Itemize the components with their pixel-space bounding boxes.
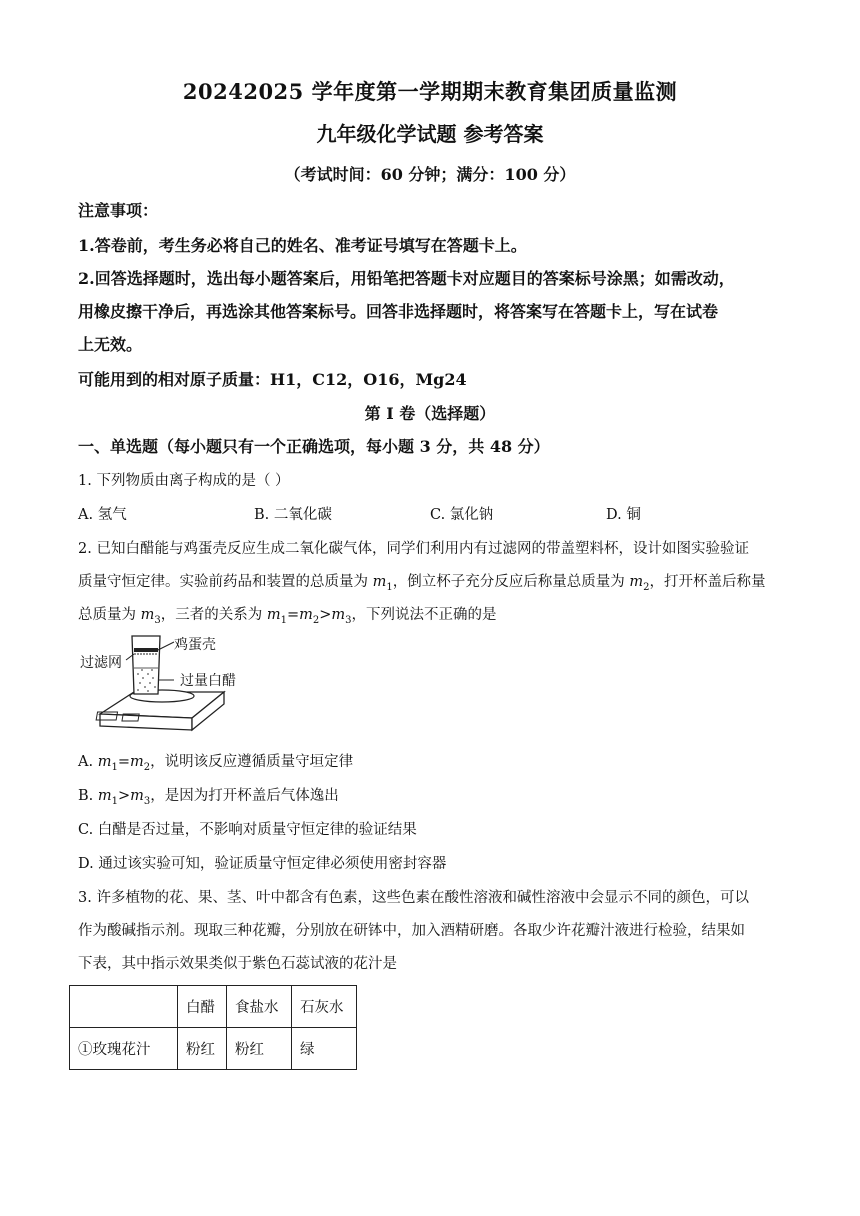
q2-option-d: D. 通过该实验可知，验证质量守恒定律必须使用密封容器 [78, 856, 447, 872]
table-header-row [70, 986, 357, 1028]
figure-label-vinegar: 过量白醋 [180, 673, 236, 689]
table-cell: 粉红 [178, 1028, 227, 1070]
table-header-cell: 食盐水 [227, 986, 292, 1028]
exam-info: （考试时间：60 分钟；满分：100 分） [284, 165, 576, 184]
q2-option-b: B. $m_1>m_3$，是因为打开杯盖后气体逸出 [78, 788, 339, 807]
q2-line-1: 2. 已知白醋能与鸡蛋壳反应生成二氧化碳气体，同学们利用内有过滤网的带盖塑料杯，设计如图实验验证 [78, 541, 749, 557]
note-item-2-line-3: 上无效。 [78, 335, 143, 354]
figure-label-egg-shell: 鸡蛋壳 [174, 637, 216, 653]
note-item-1: 1.答卷前，考生务必将自己的姓名、准考证号填写在答题卡上。 [78, 236, 527, 255]
table-cell: 粉红 [227, 1028, 292, 1070]
table-header-cell: 白醋 [178, 986, 227, 1028]
q1-option-a: A. 氢气 [78, 507, 127, 523]
q3-results-table [69, 985, 357, 1070]
q3-line-3: 下表，其中指示效果类似于紫色石蕊试液的花汁是 [78, 956, 397, 972]
page-subtitle: 九年级化学试题 参考答案 [316, 122, 544, 146]
q1-stem: 1. 下列物质由离子构成的是（ ） [78, 473, 290, 489]
q1-option-c: C. 氯化钠 [430, 507, 494, 523]
note-item-2-line-2: 用橡皮擦干净后，再选涂其他答案标号。回答非选择题时，将答案写在答题卡上，写在试卷 [78, 302, 719, 321]
q1-option-b: B. 二氧化碳 [254, 507, 332, 523]
part-title: 一、单选题（每小题只有一个正确选项，每小题 3 分，共 48 分） [78, 437, 550, 456]
notes-heading: 注意事项： [78, 201, 159, 220]
plastic-cup [132, 636, 160, 694]
egg-shell-layer [134, 648, 158, 652]
page-title: 20242025 学年度第一学期期末教育集团质量监测 [182, 79, 678, 104]
q3-line-1: 3. 许多植物的花、果、茎、叶中都含有色素，这些色素在酸性溶液和碱性溶液中会显示不同的颜色，可以 [78, 890, 749, 906]
note-item-2-line-1: 2.回答选择题时，选出每小题答案后，用铅笔把答题卡对应题目的答案标号涂黑；如需改动， [78, 269, 735, 288]
table-header-cell [70, 986, 178, 1028]
q2-option-a: A. $m_1=m_2$，说明该反应遵循质量守垣定律 [78, 754, 354, 773]
q2-balance-figure [78, 630, 268, 740]
q2-line-2: 质量守恒定律。实验前药品和装置的总质量为 $m_1$，倒立杯子充分反应后称量总质量为 $m_2$，打开杯盖后称量 [78, 574, 766, 593]
q2-option-c: C. 白醋是否过量，不影响对质量守恒定律的验证结果 [78, 822, 417, 838]
table-cell: 绿 [292, 1028, 357, 1070]
table-header-cell: 石灰水 [292, 986, 357, 1028]
table-cell: ①玫瑰花汁 [70, 1028, 178, 1070]
q2-line-3: 总质量为 $m_3$，三者的关系为 $m_1=m_2>m_3$，下列说法不正确的是 [78, 607, 497, 626]
atomic-masses: 可能用到的相对原子质量：H1，C12，O16，Mg24 [78, 370, 467, 389]
figure-label-filter: 过滤网 [80, 655, 122, 671]
q3-line-2: 作为酸碱指示剂。现取三种花瓣，分别放在研钵中，加入酒精研磨。各取少许花瓣汁液进行检验，结果如 [78, 923, 745, 939]
q1-option-d: D. 铜 [606, 507, 641, 523]
volume-title: 第 I 卷（选择题） [364, 404, 496, 423]
table-row [70, 1028, 357, 1070]
